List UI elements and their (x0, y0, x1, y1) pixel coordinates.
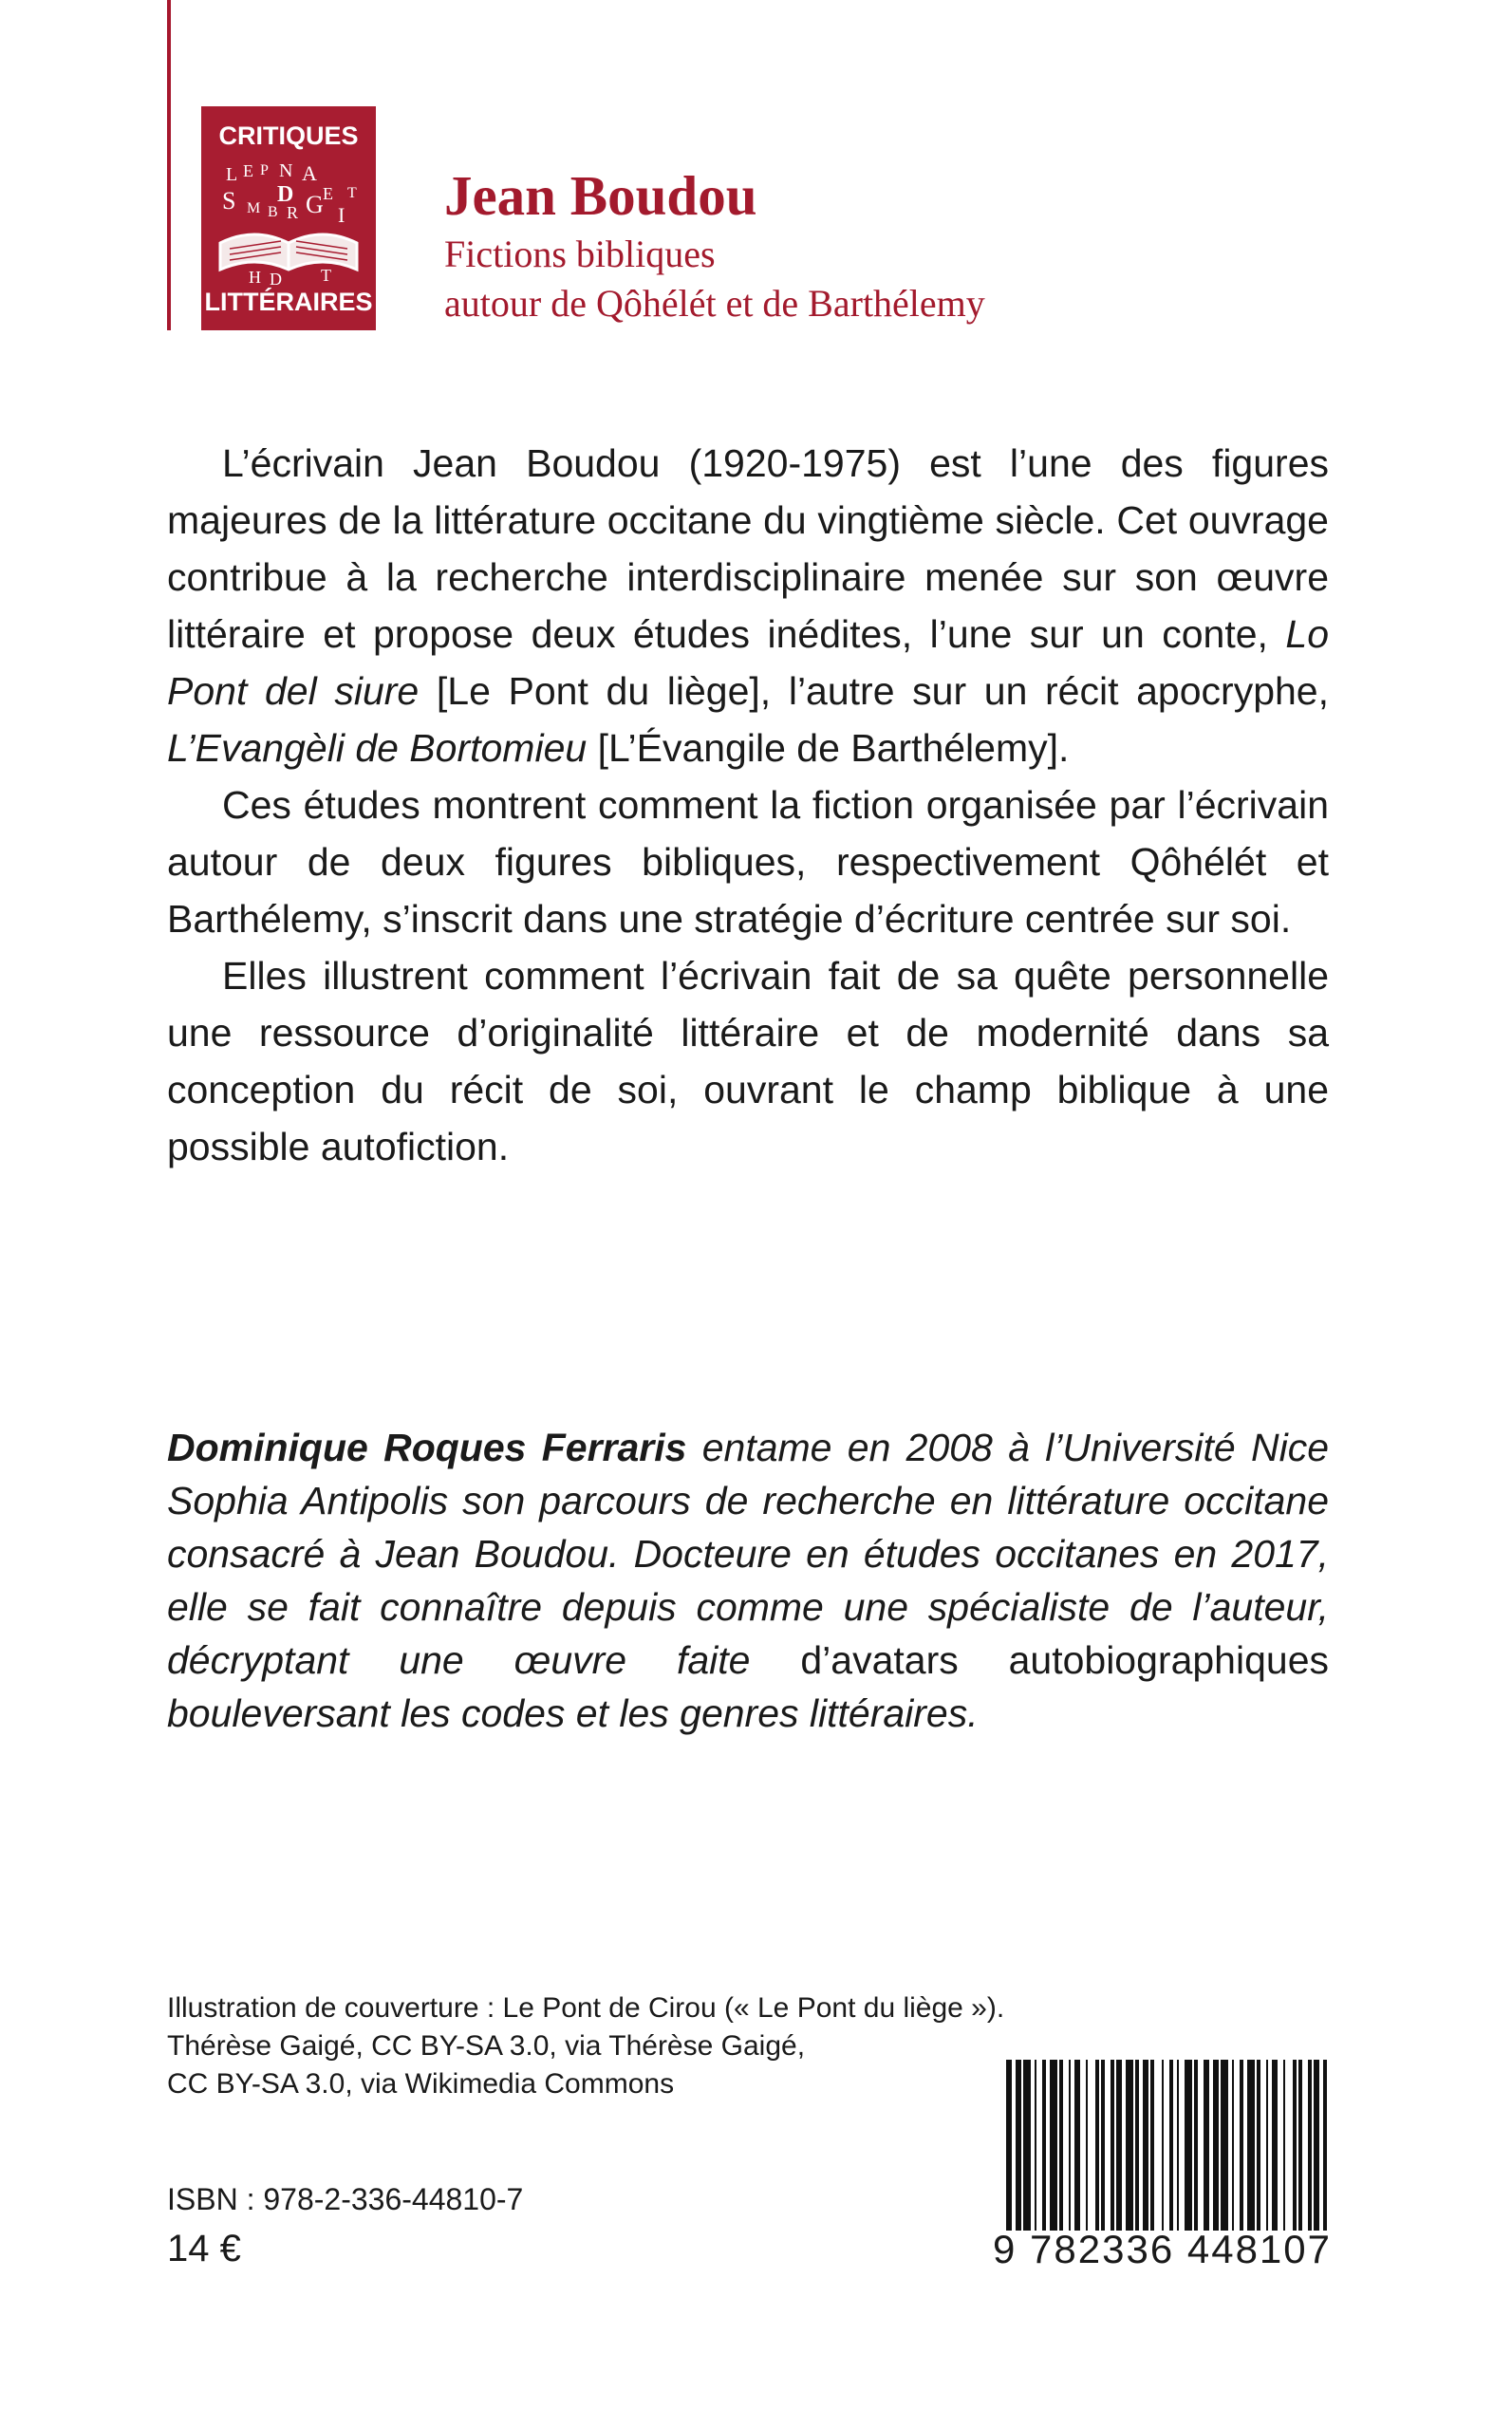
series-logo (201, 106, 376, 330)
barcode-digits: 9 782336 448107 (993, 2227, 1332, 2271)
summary-p1-text-c: [L’Évangile de Barthélemy]. (587, 726, 1070, 770)
barcode-bar (1035, 2060, 1036, 2231)
barcode-bar (1232, 2060, 1234, 2231)
vertical-accent-rule (167, 0, 171, 330)
summary-paragraph-1 (167, 435, 1329, 776)
svg-text:E: E (323, 184, 333, 203)
barcode-bar (1086, 2060, 1088, 2231)
barcode-bar (1185, 2060, 1192, 2231)
svg-text:T: T (321, 266, 331, 285)
barcode-bar (1177, 2060, 1179, 2231)
svg-text:I: I (338, 203, 345, 227)
barcode-bar (1247, 2060, 1255, 2231)
svg-text:N: N (279, 160, 293, 181)
barcode-bar (1023, 2060, 1031, 2231)
book-title: Jean Boudou (444, 164, 757, 227)
svg-text:R: R (287, 203, 299, 222)
svg-text:B: B (268, 204, 278, 220)
barcode-bar (1293, 2060, 1297, 2231)
barcode-bar (1143, 2060, 1148, 2231)
credits-line-1: Illustration de couverture : Le Pont de Cirou (« Le Pont du liège »). (167, 1992, 1005, 2024)
book-subtitle-line-2: autour de Qôhélét et de Barthélemy (444, 282, 985, 325)
summary-paragraph-2: Ces études montrent comment la fiction organisée par l’écrivain autour de deux figures bibliques, respectivement Qôhélét et Barthélemy, s’inscrit dans une stratégie d’écriture centrée sur soi. (167, 783, 1329, 941)
svg-text:S: S (222, 187, 236, 215)
barcode-bar (1150, 2060, 1154, 2231)
isbn: ISBN : 978-2-336-44810-7 (167, 2182, 524, 2216)
credits-line-2: Thérèse Gaigé, CC BY-SA 3.0, via Thérèse Gaigé, (167, 2030, 806, 2062)
author-name: Dominique Roques Ferraris (167, 1426, 687, 1469)
barcode-bar (1016, 2060, 1021, 2231)
work-title-pont-del-siure: Lo Pont del siure (167, 612, 1329, 713)
summary-p1-text-b: [Le Pont du liège], l’autre sur un récit apocryphe, (419, 669, 1329, 713)
barcode-bar (1162, 2060, 1164, 2231)
barcode-bar (1240, 2060, 1243, 2231)
barcode-bar (1111, 2060, 1114, 2231)
barcode-bar (1221, 2060, 1228, 2231)
svg-text:G: G (306, 191, 324, 218)
author-bio-text-a: entame en 2008 à l’Université Nice Sophia Antipolis son parcours de recherche en littérature occitane consacré à Jean Boudou. Docteure en études occitanes en 2017, elle se fait connaître depuis comme une spécialiste de l’auteur, décryptant une œuvre faite (167, 1426, 1330, 1682)
barcode-bar (1213, 2060, 1219, 2231)
title-block (444, 161, 985, 328)
svg-text:A: A (302, 161, 317, 185)
summary-p1-text-a: L’écrivain Jean Boudou (1920-1975) est l’une des figures majeures de la littérature occitane du vingtième siècle. Cet ouvrage contribue à la recherche interdisciplinaire menée sur son œuvre littéraire et propose deux études inédites, l’une sur un conte, (167, 441, 1329, 656)
barcode-bar (1069, 2060, 1071, 2231)
barcode-icon (1004, 2060, 1329, 2231)
barcode-bar (1272, 2060, 1278, 2231)
svg-text:H: H (249, 268, 261, 287)
logo-bottom-label: LITTÉRAIRES (204, 288, 373, 316)
barcode-bar (1006, 2060, 1012, 2231)
barcode-bar (1257, 2060, 1260, 2231)
barcode-bar (1050, 2060, 1057, 2231)
svg-text:T: T (347, 185, 357, 201)
barcode-bar (1314, 2060, 1319, 2231)
barcode-bar (1126, 2060, 1133, 2231)
logo-top-label: CRITIQUES (218, 121, 359, 150)
barcode-bar (1101, 2060, 1105, 2231)
illustration-credits (167, 1989, 1004, 2103)
open-book-with-letters-icon (211, 156, 366, 289)
barcode-bar (1116, 2060, 1122, 2231)
barcode-bar (1204, 2060, 1209, 2231)
work-title-evangeli-de-bortomieu: L’Evangèli de Bortomieu (167, 726, 588, 770)
barcode-bar (1308, 2060, 1312, 2231)
barcode-bar (1266, 2060, 1268, 2231)
svg-text:P: P (260, 162, 269, 178)
barcode-bar (1059, 2060, 1063, 2231)
author-bio (167, 1421, 1329, 1740)
credits-line-3: CC BY-SA 3.0, via Wikimedia Commons (167, 2068, 675, 2100)
svg-text:L: L (226, 164, 238, 185)
barcode-bar (1074, 2060, 1080, 2231)
barcode-bar (1194, 2060, 1198, 2231)
summary-text (167, 435, 1329, 1175)
author-bio-text-b: d’avatars autobiographiques (750, 1638, 1329, 1682)
barcode-bar (1283, 2060, 1285, 2231)
barcode-bar (1042, 2060, 1046, 2231)
svg-text:D: D (277, 182, 294, 207)
barcode-bar (1135, 2060, 1139, 2231)
svg-text:D: D (270, 270, 282, 289)
barcode-bar (1298, 2060, 1302, 2231)
barcode-bar (1169, 2060, 1173, 2231)
summary-paragraph-3: Elles illustrent comment l’écrivain fait de sa quête personnelle une ressource d’originalité littéraire et de modernité dans sa conception du récit de soi, ouvrant le champ biblique à une possible autofiction. (167, 954, 1329, 1168)
author-bio-text-c: bouleversant les codes et les genres littéraires. (167, 1691, 979, 1735)
barcode-bar (1095, 2060, 1099, 2231)
price: 14 € (167, 2228, 241, 2269)
barcode-bar (1323, 2060, 1327, 2231)
svg-text:M: M (247, 200, 261, 216)
book-subtitle-line-1: Fictions bibliques (444, 233, 716, 275)
svg-text:E: E (243, 161, 253, 180)
